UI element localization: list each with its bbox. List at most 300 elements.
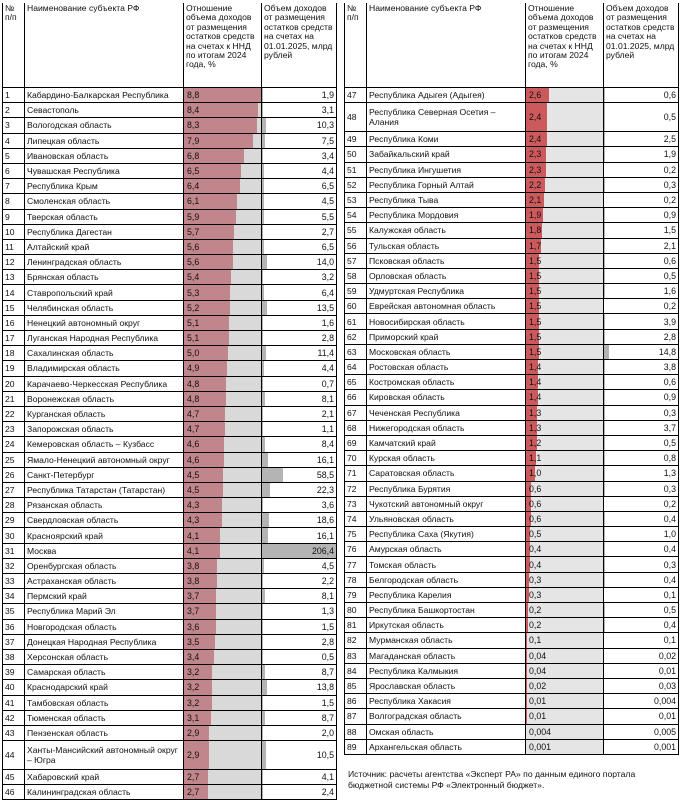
region-name: Белгородская область	[367, 572, 526, 587]
header-name: Наименование субъекта РФ	[367, 3, 526, 88]
volume-value: 1,5	[322, 622, 334, 632]
ratio-value: 5,9	[184, 212, 199, 222]
ratio-cell	[184, 285, 262, 300]
ratio-cell	[526, 132, 604, 147]
row-number: 69	[345, 435, 367, 450]
row-number: 88	[345, 724, 367, 739]
table-row	[3, 179, 337, 194]
table-row	[3, 118, 337, 133]
table-row	[345, 147, 679, 162]
volume-cell	[604, 678, 679, 693]
volume-value: 0,3	[664, 408, 676, 418]
ratio-cell	[184, 270, 262, 285]
ratio-cell	[526, 572, 604, 587]
volume-cell	[604, 663, 679, 678]
region-name: Костромская область	[367, 375, 526, 390]
volume-bar	[262, 770, 263, 784]
volume-value: 0,5	[664, 271, 676, 281]
volume-value: 0,3	[664, 180, 676, 190]
region-name: Новосибирская область	[367, 314, 526, 329]
row-number: 57	[345, 253, 367, 268]
table-row	[345, 603, 679, 618]
row-number: 52	[345, 177, 367, 192]
volume-cell	[262, 239, 337, 254]
region-name: Брянская область	[25, 270, 184, 285]
ratio-value: 0,02	[526, 681, 546, 691]
table-row	[3, 634, 337, 649]
volume-value: 0,4	[664, 514, 676, 524]
volume-cell	[604, 268, 679, 283]
volume-cell	[262, 331, 337, 346]
region-name: Липецкая область	[25, 133, 184, 148]
table-row	[345, 694, 679, 709]
volume-value: 8,4	[322, 439, 334, 449]
volume-value: 0,3	[664, 560, 676, 570]
ratio-cell	[526, 88, 604, 103]
ratio-value: 4,7	[184, 424, 199, 434]
row-number: 33	[3, 574, 25, 589]
ratio-value: 0,4	[526, 560, 541, 570]
volume-cell	[604, 648, 679, 663]
table-row	[345, 648, 679, 663]
volume-cell	[604, 284, 679, 299]
ratio-cell	[526, 587, 604, 602]
volume-bar	[604, 330, 605, 344]
region-name: Кемеровская область – Кузбасс	[25, 437, 184, 452]
volume-cell	[262, 285, 337, 300]
table-row	[345, 739, 679, 754]
volume-cell	[262, 437, 337, 452]
volume-value: 0,2	[664, 499, 676, 509]
region-name: Республика Марий Эл	[25, 604, 184, 619]
table-row	[345, 360, 679, 375]
table-row	[3, 452, 337, 467]
volume-cell	[604, 603, 679, 618]
region-name: Республика Мордовия	[367, 208, 526, 223]
row-number: 59	[345, 284, 367, 299]
volume-value: 2,8	[664, 332, 676, 342]
ratio-cell	[526, 284, 604, 299]
volume-cell	[604, 618, 679, 633]
volume-cell	[604, 572, 679, 587]
ratio-value: 1,8	[526, 225, 541, 235]
volume-value: 1,5	[322, 698, 334, 708]
ratio-value: 2,3	[526, 165, 541, 175]
table-row	[3, 725, 337, 740]
region-name: Республика Калмыкия	[367, 663, 526, 678]
region-name: Республика Бурятия	[367, 481, 526, 496]
header-ratio: Отношение объема доходов от размещения остатков средств на счетах к ННД по итогам 2024 года, %	[184, 3, 262, 88]
volume-value: 4,5	[322, 196, 334, 206]
row-number: 74	[345, 511, 367, 526]
table-row	[3, 558, 337, 573]
volume-cell	[604, 177, 679, 192]
row-number: 15	[3, 300, 25, 315]
ratio-cell	[184, 179, 262, 194]
volume-cell	[604, 724, 679, 739]
ratio-value: 0,1	[526, 635, 541, 645]
volume-value: 1,1	[322, 424, 334, 434]
volume-value: 8,1	[322, 591, 334, 601]
volume-value: 1,9	[322, 90, 334, 100]
volume-bar	[262, 498, 263, 512]
volume-value: 1,6	[664, 286, 676, 296]
volume-value: 4,5	[322, 561, 334, 571]
region-name: Севастополь	[25, 103, 184, 118]
row-number: 55	[345, 223, 367, 238]
row-number: 37	[3, 634, 25, 649]
volume-bar	[262, 361, 264, 375]
ratio-cell	[184, 133, 262, 148]
table-row	[345, 299, 679, 314]
region-name: Свердловская область	[25, 513, 184, 528]
volume-bar	[262, 589, 265, 603]
table-row	[345, 709, 679, 724]
table-row	[345, 329, 679, 344]
row-number: 17	[3, 331, 25, 346]
table-row	[345, 208, 679, 223]
ratio-value: 5,1	[184, 318, 199, 328]
region-name: Пензенская область	[25, 725, 184, 740]
ratio-value: 6,1	[184, 196, 199, 206]
ratio-value: 4,9	[184, 363, 199, 373]
volume-cell	[262, 528, 337, 543]
region-name: Республика Дагестан	[25, 224, 184, 239]
volume-bar	[262, 346, 266, 360]
volume-value: 2,8	[322, 333, 334, 343]
ratio-value: 2,4	[526, 134, 541, 144]
volume-cell	[604, 633, 679, 648]
row-number: 54	[345, 208, 367, 223]
volume-bar	[604, 147, 605, 161]
region-name: Хабаровский край	[25, 770, 184, 785]
region-name: Ямало-Ненецкий автономный округ	[25, 452, 184, 467]
table-row	[345, 88, 679, 103]
table-row	[3, 543, 337, 558]
ratio-cell	[526, 147, 604, 162]
ratio-cell	[184, 452, 262, 467]
ratio-cell	[184, 224, 262, 239]
ratio-value: 1,5	[526, 256, 541, 266]
row-number: 77	[345, 557, 367, 572]
region-name: Ростовская область	[367, 360, 526, 375]
row-number: 13	[3, 270, 25, 285]
volume-value: 2,1	[322, 409, 334, 419]
row-number: 61	[345, 314, 367, 329]
volume-bar	[262, 240, 264, 254]
row-number: 81	[345, 618, 367, 633]
ratio-value: 1,3	[526, 408, 541, 418]
volume-value: 0,4	[664, 620, 676, 630]
ratio-cell	[184, 695, 262, 710]
row-number: 78	[345, 572, 367, 587]
ratio-cell	[184, 422, 262, 437]
row-number: 73	[345, 496, 367, 511]
table-row	[3, 163, 337, 178]
row-number: 26	[3, 467, 25, 482]
table-row	[3, 498, 337, 513]
region-name: Удмуртская Республика	[367, 284, 526, 299]
table-row	[3, 680, 337, 695]
region-name: Санкт-Петербург	[25, 467, 184, 482]
volume-bar	[262, 164, 264, 178]
volume-bar	[262, 103, 263, 117]
table-row	[345, 314, 679, 329]
volume-value: 1,5	[664, 225, 676, 235]
ratio-cell	[184, 498, 262, 513]
ratio-value: 4,8	[184, 379, 199, 389]
table-row	[3, 604, 337, 619]
volume-cell	[262, 695, 337, 710]
row-number: 43	[3, 725, 25, 740]
ratio-value: 5,0	[184, 348, 199, 358]
ratio-cell	[526, 192, 604, 207]
region-name: Псковская область	[367, 253, 526, 268]
header-name: Наименование субъекта РФ	[25, 3, 184, 88]
region-name: Республика Татарстан (Татарстан)	[25, 482, 184, 497]
volume-value: 3,2	[322, 272, 334, 282]
ratio-cell	[184, 558, 262, 573]
ratio-cell	[184, 103, 262, 118]
volume-cell	[604, 253, 679, 268]
region-name: Республика Адыгея (Адыгея)	[367, 88, 526, 103]
ratio-cell	[184, 437, 262, 452]
ratio-cell	[526, 739, 604, 754]
volume-bar	[262, 468, 283, 482]
table-row	[3, 589, 337, 604]
volume-bar	[262, 270, 263, 284]
volume-cell	[262, 118, 337, 133]
ratio-cell	[184, 665, 262, 680]
volume-cell	[262, 270, 337, 285]
volume-cell	[262, 770, 337, 785]
volume-value: 2,5	[664, 134, 676, 144]
ratio-cell	[184, 361, 262, 376]
volume-cell	[262, 179, 337, 194]
region-name: Мурманская область	[367, 633, 526, 648]
region-name: Волгоградская область	[367, 709, 526, 724]
row-number: 46	[3, 785, 25, 800]
ratio-value: 5,6	[184, 242, 199, 252]
ratio-value: 2,9	[184, 728, 199, 738]
row-number: 31	[3, 543, 25, 558]
volume-cell	[604, 451, 679, 466]
volume-cell	[604, 344, 679, 359]
volume-cell	[604, 481, 679, 496]
region-name: Чеченская Республика	[367, 405, 526, 420]
volume-value: 0,5	[664, 605, 676, 615]
row-number: 27	[3, 482, 25, 497]
ratio-value: 0,6	[526, 514, 541, 524]
region-name: Республика Ингушетия	[367, 162, 526, 177]
volume-value: 0,03	[659, 681, 676, 691]
volume-cell	[604, 314, 679, 329]
volume-value: 0,2	[664, 301, 676, 311]
row-number: 76	[345, 542, 367, 557]
row-number: 6	[3, 163, 25, 178]
row-number: 66	[345, 390, 367, 405]
row-number: 11	[3, 239, 25, 254]
table-left	[2, 3, 337, 800]
ratio-value: 0,4	[526, 544, 541, 554]
region-name: Смоленская область	[25, 194, 184, 209]
row-number: 30	[3, 528, 25, 543]
region-name: Москва	[25, 543, 184, 558]
region-name: Республика Саха (Якутия)	[367, 527, 526, 542]
volume-value: 8,7	[322, 667, 334, 677]
region-name: Новгородская область	[25, 619, 184, 634]
region-name: Республика Горный Алтай	[367, 177, 526, 192]
volume-value: 0,4	[664, 575, 676, 585]
volume-cell	[262, 209, 337, 224]
volume-bar	[262, 179, 264, 193]
ratio-value: 1,7	[526, 241, 541, 251]
volume-value: 1,9	[664, 149, 676, 159]
volume-value: 4,4	[322, 363, 334, 373]
volume-value: 1,3	[664, 468, 676, 478]
volume-cell	[604, 709, 679, 724]
region-name: Алтайский край	[25, 239, 184, 254]
volume-value: 0,1	[664, 590, 676, 600]
ratio-cell	[526, 451, 604, 466]
ratio-cell	[526, 390, 604, 405]
ratio-cell	[184, 406, 262, 421]
volume-cell	[604, 542, 679, 557]
region-name: Ленинградская область	[25, 255, 184, 270]
volume-value: 0,5	[664, 438, 676, 448]
volume-value: 13,8	[317, 682, 334, 692]
volume-cell	[604, 435, 679, 450]
region-name: Тюменская область	[25, 710, 184, 725]
ratio-value: 2,2	[526, 180, 541, 190]
ratio-value: 3,4	[184, 652, 199, 662]
volume-cell	[262, 558, 337, 573]
row-number: 16	[3, 315, 25, 330]
volume-bar	[262, 513, 269, 527]
region-name: Приморский край	[367, 329, 526, 344]
ratio-value: 8,3	[184, 120, 199, 130]
volume-value: 6,5	[322, 181, 334, 191]
ratio-cell	[184, 239, 262, 254]
region-name: Ивановская область	[25, 148, 184, 163]
volume-cell	[262, 467, 337, 482]
table-row	[345, 587, 679, 602]
ratio-value: 4,1	[184, 531, 199, 541]
row-number: 7	[3, 179, 25, 194]
ratio-cell	[526, 435, 604, 450]
table-row	[3, 437, 337, 452]
row-number: 45	[3, 770, 25, 785]
ratio-cell	[184, 346, 262, 361]
table-row	[3, 133, 337, 148]
row-number: 49	[345, 132, 367, 147]
volume-value: 10,3	[317, 120, 334, 130]
volume-bar	[262, 665, 265, 679]
row-number: 23	[3, 422, 25, 437]
region-name: Кабардино-Балкарская Республика	[25, 88, 184, 103]
volume-value: 0,6	[664, 90, 676, 100]
volume-cell	[262, 680, 337, 695]
volume-value: 2,2	[322, 576, 334, 586]
volume-value: 8,1	[322, 394, 334, 404]
ratio-cell	[184, 619, 262, 634]
volume-cell	[604, 466, 679, 481]
ratio-value: 1,5	[526, 286, 541, 296]
row-number: 38	[3, 649, 25, 664]
ratio-value: 1,4	[526, 377, 541, 387]
region-name: Чукотский автономный округ	[367, 496, 526, 511]
volume-value: 0,9	[664, 392, 676, 402]
volume-cell	[604, 405, 679, 420]
table-row	[345, 451, 679, 466]
volume-cell	[604, 496, 679, 511]
ratio-value: 3,8	[184, 576, 199, 586]
ratio-cell	[184, 88, 262, 103]
volume-cell	[604, 420, 679, 435]
volume-value: 2,8	[322, 637, 334, 647]
volume-value: 0,1	[664, 635, 676, 645]
ratio-cell	[184, 376, 262, 391]
region-name: Красноярский край	[25, 528, 184, 543]
row-number: 89	[345, 739, 367, 754]
region-name: Курская область	[367, 451, 526, 466]
ratio-cell	[526, 329, 604, 344]
volume-value: 0,8	[664, 453, 676, 463]
volume-value: 18,6	[317, 515, 334, 525]
volume-value: 3,8	[664, 362, 676, 372]
ratio-value: 0,004	[526, 727, 551, 737]
region-name: Рязанская область	[25, 498, 184, 513]
region-name: Вологодская область	[25, 118, 184, 133]
row-number: 40	[3, 680, 25, 695]
volume-value: 0,5	[664, 112, 676, 122]
row-number: 82	[345, 633, 367, 648]
ratio-cell	[184, 148, 262, 163]
source-note: Источник: расчеты агентства «Эксперт РА» по данным единого портала бюджетной системы РФ «Электронный бюджет».	[348, 769, 678, 791]
region-name: Республика Башкортостан	[367, 603, 526, 618]
header-ratio: Отношение объема доходов от размещения остатков средств на счетах к ННД по итогам 2024 года, %	[526, 3, 604, 88]
volume-cell	[262, 300, 337, 315]
region-name: Тульская область	[367, 238, 526, 253]
region-name: Ханты-Мансийский автономный округ – Югра	[25, 741, 184, 770]
volume-cell	[604, 103, 679, 132]
volume-value: 58,5	[317, 470, 334, 480]
ratio-cell	[526, 268, 604, 283]
table-row	[3, 649, 337, 664]
table-row	[3, 300, 337, 315]
row-number: 21	[3, 391, 25, 406]
row-number: 20	[3, 376, 25, 391]
ratio-value: 3,2	[184, 698, 199, 708]
ratio-cell	[526, 299, 604, 314]
table-row	[345, 375, 679, 390]
volume-cell	[604, 557, 679, 572]
row-number: 47	[345, 88, 367, 103]
row-number: 2	[3, 103, 25, 118]
row-number: 28	[3, 498, 25, 513]
table-row	[3, 270, 337, 285]
volume-cell	[262, 315, 337, 330]
ratio-value: 1,5	[526, 332, 541, 342]
row-number: 65	[345, 375, 367, 390]
volume-cell	[262, 482, 337, 497]
ratio-value: 1,4	[526, 392, 541, 402]
ratio-value: 0,3	[526, 590, 541, 600]
ratio-cell	[184, 482, 262, 497]
volume-value: 3,1	[322, 105, 334, 115]
region-name: Республика Тыва	[367, 192, 526, 207]
region-name: Челябинская область	[25, 300, 184, 315]
